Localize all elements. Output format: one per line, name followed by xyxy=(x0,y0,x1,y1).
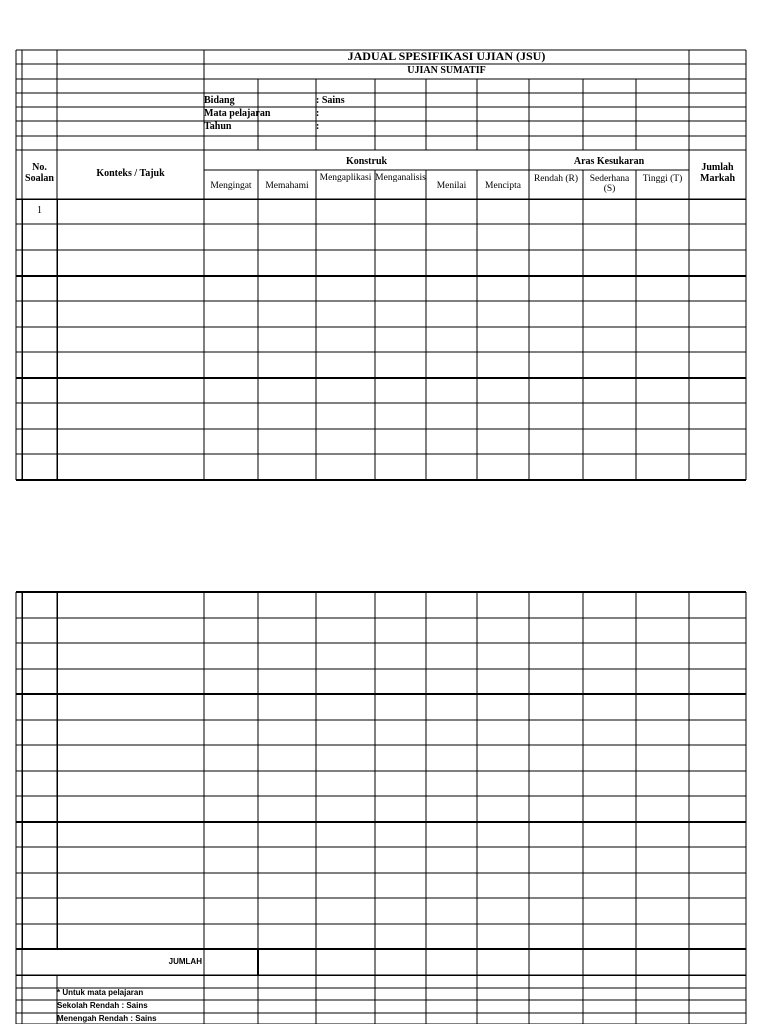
jumlah-label: JUMLAH xyxy=(168,957,202,966)
mata-pelajaran-label: Mata pelajaran xyxy=(204,108,271,119)
mata-pelajaran-value: : xyxy=(316,108,320,119)
col-header-menilai: Menilai xyxy=(436,181,467,191)
note-line-3: Menengah Rendah : Sains xyxy=(57,1014,157,1023)
tahun-label: Tahun xyxy=(204,121,232,132)
row-number-1: 1 xyxy=(37,205,42,216)
col-header-mengingat: Mengingat xyxy=(210,181,252,191)
page-title: JADUAL SPESIFIKASI UJIAN (JSU) xyxy=(347,49,546,63)
col-header-tinggi: Tinggi (T) xyxy=(642,174,683,184)
note-line-1: * Untuk mata pelajaran xyxy=(57,988,144,997)
col-header-sederhana: Sederhana (S) xyxy=(589,174,630,194)
col-header-menganalisis: Menganalisis xyxy=(375,173,426,183)
tahun-value: : xyxy=(316,121,320,132)
note-line-2: Sekolah Rendah : Sains xyxy=(57,1001,148,1010)
col-header-jumlah-markah: Jumlah Markah xyxy=(700,162,735,184)
col-header-rendah: Rendah (R) xyxy=(533,174,579,184)
col-header-mengaplikasi: Mengaplikasi xyxy=(319,173,372,183)
col-header-mencipta: Mencipta xyxy=(485,181,521,191)
col-header-no-soalan: No. Soalan xyxy=(25,162,54,184)
page-subtitle: UJIAN SUMATIF xyxy=(407,65,486,76)
col-header-konteks: Konteks / Tajuk xyxy=(96,168,165,179)
col-header-aras-kesukaran: Aras Kesukaran xyxy=(573,156,645,167)
col-header-memahami: Memahami xyxy=(265,181,309,191)
bidang-value: : Sains xyxy=(316,95,345,106)
col-header-konstruk: Konstruk xyxy=(345,156,388,167)
bidang-label: Bidang xyxy=(204,95,235,106)
